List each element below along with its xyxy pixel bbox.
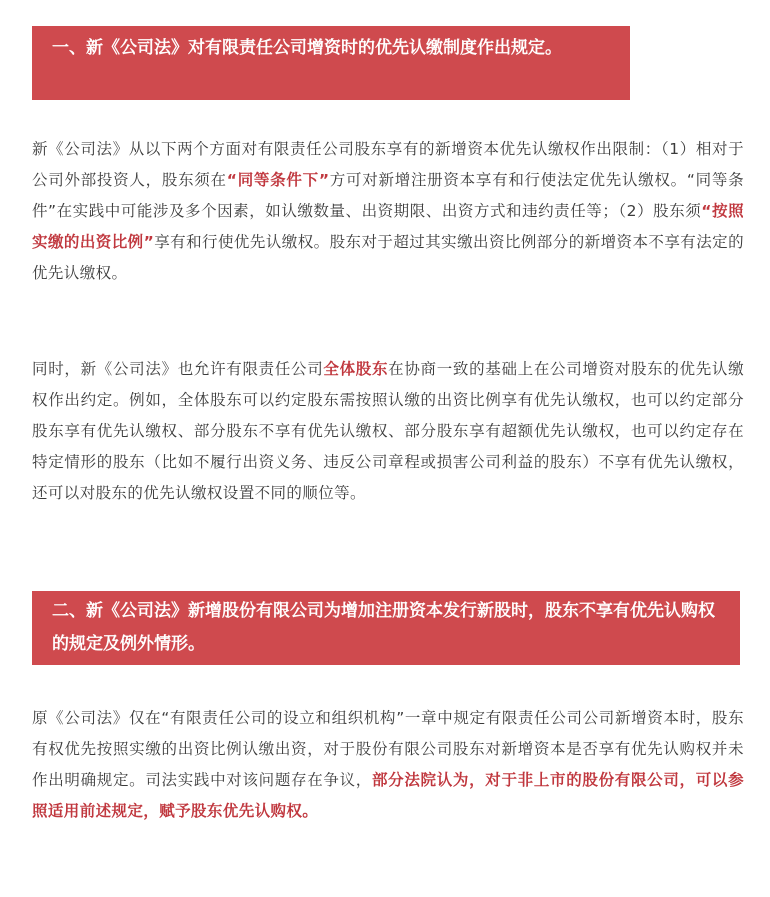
paragraph-1-intro: 新《公司法》从以下两个方面对有限责任公司股东享有的新增资本优先认缴权作出限制： <box>32 140 661 158</box>
paragraph-1-text-a: （1）相对于公司外部投资人，股东须在 <box>32 140 744 189</box>
section-1-heading: 一、新《公司法》对有限责任公司增资时的优先认缴制度作出规定。 <box>52 38 562 58</box>
paragraph-1-highlight-same-conditions: “同等条件下” <box>226 171 330 189</box>
paragraph-2-highlight-all-shareholders: 全体股东 <box>323 360 389 378</box>
paragraph-3-text-a: 原《公司法》仅在“有限责任公司的设立和组织机构”一章中规定有限责任公司公司新增资本时，股东有权优先按照实缴的出资比例认缴出资，对于股份有限公司股东对新增资本是否享有优先认购权并未作出明确规定。司法实践中对该问题存在争议， <box>32 709 744 789</box>
section-2-heading-banner <box>32 591 740 665</box>
paragraph-3-highlight-court-view: 部分法院认为，对于非上市的股份有限公司，可以参照适用前述规定，赋予股东优先认购权。 <box>32 771 744 820</box>
paragraph-3 <box>32 703 744 827</box>
paragraph-1-text-c: 享有和行使优先认缴权。股东对于超过其实缴出资比例部分的新增资本不享有法定的优先认缴权。 <box>32 233 745 282</box>
section-2-heading: 二、新《公司法》新增股份有限公司为增加注册资本发行新股时，股东不享有优先认购权的规定及例外情形。 <box>52 601 715 654</box>
paragraph-2-text-a: 同时，新《公司法》也允许有限责任公司 <box>32 360 324 378</box>
paragraph-1-highlight-paid-in-ratio: “按照实缴的出资比例” <box>32 202 744 251</box>
paragraph-1 <box>32 134 744 289</box>
paragraph-2-text-b: 在协商一致的基础上在公司增资对股东的优先认缴权作出约定。例如，全体股东可以约定股东需按照认缴的出资比例享有优先认缴权，也可以约定部分股东享有优先认缴权、部分股东不享有优先认缴权、部分股东享有超额优先认缴权，也可以约定存在特定情形的股东（比如不履行出资义务、违反公司章程或损害公司利益的股东）不享有优先认缴权，还可以对股东的优先认缴权设置不同的顺位等。 <box>32 360 745 502</box>
section-1-heading-banner <box>32 26 630 100</box>
paragraph-2 <box>32 354 744 509</box>
paragraph-1-text-b: 方可对新增注册资本享有和行使法定优先认缴权。“同等条件”在实践中可能涉及多个因素，如认缴数量、出资期限、出资方式和违约责任等；（2）股东须 <box>32 171 744 220</box>
